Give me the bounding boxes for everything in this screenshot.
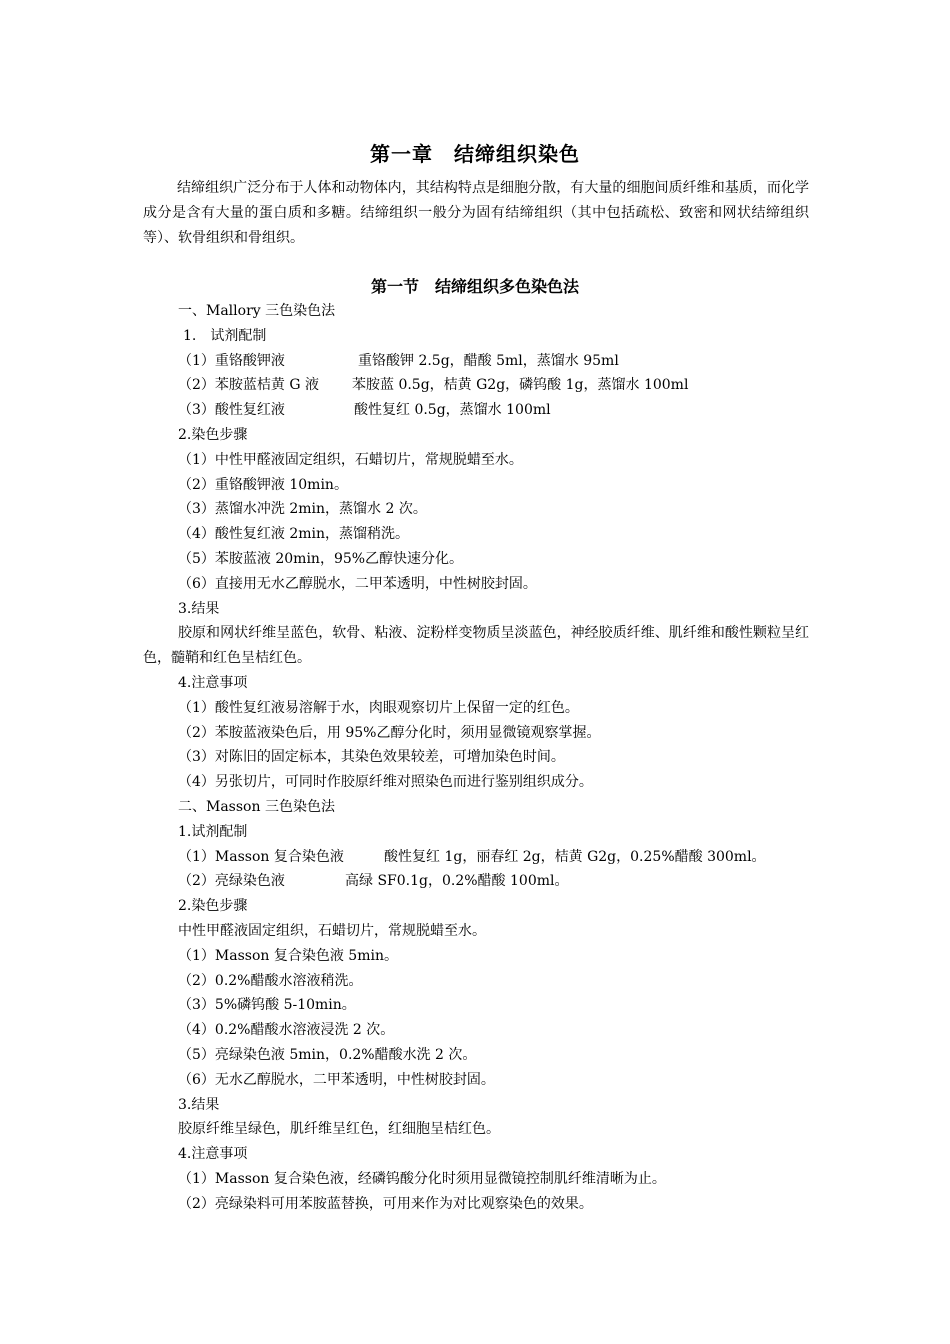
masson-reagent-heading: 1.试剂配制 (178, 823, 248, 840)
section-body (143, 299, 809, 1216)
mallory-step: （6）直接用无水乙醇脱水，二甲苯透明，中性树胶封固。 (178, 575, 537, 592)
reagent-formula: 酸性复红 1g，丽春红 2g，桔黄 G2g，0.25%醋酸 300ml。 (384, 848, 766, 865)
masson-notes-heading: 4.注意事项 (178, 1146, 248, 1163)
mallory-steps-heading: 2.染色步骤 (178, 426, 248, 443)
mallory-note: （3）对陈旧的固定标本，其染色效果较差，可增加染色时间。 (178, 749, 565, 766)
masson-reagent-1 (143, 845, 809, 870)
reagent-name: （1）重铬酸钾液 (178, 352, 285, 369)
masson-step: （6）无水乙醇脱水，二甲苯透明，中性树胶封固。 (178, 1071, 495, 1088)
mallory-result: 胶原和网状纤维呈蓝色，软骨、粘液、淀粉样变物质呈淡蓝色，神经胶质纤维、肌纤维和酸性颗粒呈红色，髓鞘和红色呈桔红色。 (143, 625, 809, 667)
reagent-name: （2）亮绿染色液 (178, 873, 285, 890)
mallory-reagent-heading: 1. 试剂配制 (183, 327, 267, 344)
masson-reagent-2 (143, 869, 809, 894)
mallory-reagent-1 (143, 349, 809, 374)
section-title: 第一节 结缔组织多色染色法 (370, 277, 579, 296)
reagent-formula: 酸性复红 0.5g，蒸馏水 100ml (354, 402, 551, 419)
mallory-reagent-3 (143, 398, 809, 423)
mallory-result-heading: 3.结果 (178, 600, 220, 617)
mallory-heading: 一、Mallory 三色染色法 (178, 303, 336, 319)
reagent-formula: 高绿 SF0.1g，0.2%醋酸 100ml。 (345, 873, 569, 890)
chapter-intro: 结缔组织广泛分布于人体和动物体内，其结构特点是细胞分散，有大量的细胞间质纤维和基质，而化学成分是含有大量的蛋白质和多糖。结缔组织一般分为固有结缔组织（其中包括疏松、致密和网状结缔组织等）、软骨组织和骨组织。 (143, 180, 809, 246)
masson-step: （1）Masson 复合染色液 5min。 (178, 947, 398, 964)
mallory-note: （4）另张切片，可同时作胶原纤维对照染色而进行鉴别组织成分。 (178, 774, 593, 791)
masson-step: （2）0.2%醋酸水溶液稍洗。 (178, 972, 363, 989)
masson-heading: 二、Masson 三色染色法 (178, 798, 335, 815)
mallory-note: （2）苯胺蓝液染色后，用 95%乙醇分化时，须用显微镜观察掌握。 (178, 724, 601, 741)
reagent-formula: 苯胺蓝 0.5g，桔黄 G2g，磷钨酸 1g，蒸馏水 100ml (352, 377, 689, 394)
masson-steps-heading: 2.染色步骤 (178, 898, 248, 915)
masson-step: （3）5%磷钨酸 5-10min。 (178, 997, 356, 1014)
reagent-name: （3）酸性复红液 (178, 402, 285, 419)
mallory-notes-heading: 4.注意事项 (178, 674, 248, 691)
mallory-step: （1）中性甲醛液固定组织，石蜡切片，常规脱蜡至水。 (178, 451, 523, 468)
reagent-name: （1）Masson 复合染色液 (178, 848, 344, 865)
masson-note: （1）Masson 复合染色液，经磷钨酸分化时须用显微镜控制肌纤维清晰为止。 (178, 1170, 666, 1187)
masson-result: 胶原纤维呈绿色，肌纤维呈红色，红细胞呈桔红色。 (178, 1121, 500, 1138)
mallory-step: （5）苯胺蓝液 20min，95%乙醇快速分化。 (178, 550, 464, 567)
mallory-step: （3）蒸馏水冲洗 2min，蒸馏水 2 次。 (178, 501, 427, 518)
masson-result-heading: 3.结果 (178, 1096, 220, 1113)
mallory-reagent-2 (143, 373, 809, 398)
mallory-step: （2）重铬酸钾液 10min。 (178, 476, 348, 493)
chapter-title: 第一章 结缔组织染色 (370, 142, 580, 166)
mallory-note: （1）酸性复红液易溶解于水，肉眼观察切片上保留一定的红色。 (178, 699, 579, 716)
masson-note: （2）亮绿染料可用苯胺蓝替换，可用来作为对比观察染色的效果。 (178, 1195, 593, 1212)
reagent-name: （2）苯胺蓝桔黄 G 液 (178, 377, 319, 394)
masson-step: （4）0.2%醋酸水溶液浸洗 2 次。 (178, 1022, 395, 1039)
masson-step: （5）亮绿染色液 5min，0.2%醋酸水洗 2 次。 (178, 1046, 477, 1063)
masson-steps-intro: 中性甲醛液固定组织，石蜡切片，常规脱蜡至水。 (178, 922, 486, 939)
reagent-formula: 重铬酸钾 2.5g，醋酸 5ml，蒸馏水 95ml (358, 352, 619, 369)
mallory-step: （4）酸性复红液 2min，蒸馏稍洗。 (178, 526, 410, 543)
